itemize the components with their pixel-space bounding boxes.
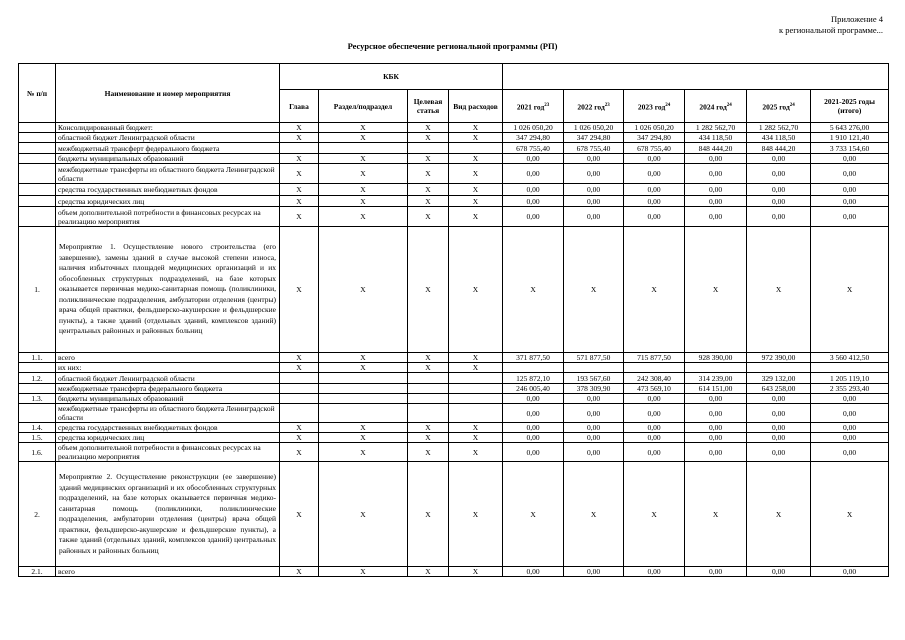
- kbk-glava: X: [280, 123, 319, 133]
- table-row: [19, 433, 889, 443]
- appendix-line-2: к региональной программе...: [778, 25, 883, 35]
- kbk-glava: X: [280, 227, 319, 353]
- value-2021: 0,00: [503, 154, 564, 164]
- kbk-glava: [280, 404, 319, 423]
- kbk-glava: [280, 143, 319, 154]
- header-years-group: [503, 64, 889, 90]
- kbk-target: X: [408, 196, 449, 207]
- kbk-vid: [449, 373, 503, 384]
- kbk-vid: X: [449, 443, 503, 462]
- kbk-glava: X: [280, 164, 319, 184]
- kbk-razdel: X: [319, 423, 408, 433]
- table-row: [19, 154, 889, 164]
- row-number: [19, 384, 56, 394]
- value-2021: 0,00: [503, 394, 564, 404]
- header-glava: Глава: [280, 90, 319, 123]
- kbk-vid: X: [449, 133, 503, 143]
- kbk-razdel: [319, 143, 408, 154]
- value-2023: 0,00: [624, 154, 685, 164]
- row-number: [19, 207, 56, 227]
- kbk-razdel: X: [319, 433, 408, 443]
- row-name: межбюджетные трансферты из областного бюджета Ленинградской области: [56, 164, 280, 184]
- kbk-glava: X: [280, 196, 319, 207]
- row-name: Мероприятие 2. Осуществление реконструкции (ее завершение) зданий медицинских организаций и их обособленных структурных подразделений, на базе которых оказывается первичная медико-санитарная помощь (поликлиники, поликлинические подразделения, амбулатории отделения (центры) врача общей практики, фельдшерско-акушерские и фельдшерские пункты), а также зданий (отдельных зданий, комплексов зданий) центральных районных и районных больниц: [56, 462, 280, 567]
- kbk-razdel: X: [319, 196, 408, 207]
- value-total: 3 560 412,50: [811, 353, 889, 363]
- kbk-target: X: [408, 207, 449, 227]
- value-2025: 0,00: [747, 207, 811, 227]
- value-2024: 0,00: [685, 154, 747, 164]
- value-2023: 0,00: [624, 207, 685, 227]
- row-number: [19, 123, 56, 133]
- resource-table: [18, 63, 889, 577]
- kbk-target: X: [408, 184, 449, 196]
- row-number: 2.1.: [19, 567, 56, 577]
- value-2024: 1 282 562,70: [685, 123, 747, 133]
- value-2022: 347 294,80: [564, 133, 624, 143]
- value-2024: 928 390,00: [685, 353, 747, 363]
- value-2023: 0,00: [624, 184, 685, 196]
- kbk-target: X: [408, 164, 449, 184]
- value-2023: 0,00: [624, 394, 685, 404]
- value-2025: 0,00: [747, 196, 811, 207]
- value-total: 0,00: [811, 433, 889, 443]
- kbk-vid: X: [449, 196, 503, 207]
- kbk-razdel: X: [319, 227, 408, 353]
- value-total: 0,00: [811, 567, 889, 577]
- value-2023: 1 026 050,20: [624, 123, 685, 133]
- row-name: всего: [56, 567, 280, 577]
- kbk-target: X: [408, 353, 449, 363]
- kbk-target: [408, 384, 449, 394]
- kbk-vid: X: [449, 123, 503, 133]
- value-2024: X: [685, 462, 747, 567]
- kbk-vid: X: [449, 433, 503, 443]
- value-2025: X: [747, 227, 811, 353]
- row-number: [19, 196, 56, 207]
- value-2023: 0,00: [624, 443, 685, 462]
- header-target: Целевая статья: [408, 90, 449, 123]
- row-name: средства государственных внебюджетных фондов: [56, 423, 280, 433]
- value-2024: 0,00: [685, 404, 747, 423]
- value-total: 0,00: [811, 394, 889, 404]
- value-2021: 246 005,40: [503, 384, 564, 394]
- value-2023: X: [624, 462, 685, 567]
- kbk-target: X: [408, 462, 449, 567]
- row-number: [19, 363, 56, 373]
- value-2022: 1 026 050,20: [564, 123, 624, 133]
- value-2022: 0,00: [564, 394, 624, 404]
- value-total: 3 733 154,60: [811, 143, 889, 154]
- value-2021: 0,00: [503, 423, 564, 433]
- kbk-razdel: X: [319, 154, 408, 164]
- value-2024: 0,00: [685, 423, 747, 433]
- kbk-vid: X: [449, 353, 503, 363]
- row-number: 2.: [19, 462, 56, 567]
- value-2024: 0,00: [685, 164, 747, 184]
- value-total: X: [811, 227, 889, 353]
- kbk-target: [408, 394, 449, 404]
- kbk-target: X: [408, 567, 449, 577]
- row-number: 1.: [19, 227, 56, 353]
- value-2022: 193 567,60: [564, 373, 624, 384]
- value-total: 1 910 121,40: [811, 133, 889, 143]
- value-2025: 434 118,50: [747, 133, 811, 143]
- value-2024: [685, 363, 747, 373]
- value-2024: 0,00: [685, 196, 747, 207]
- value-2022: 0,00: [564, 196, 624, 207]
- table-row: [19, 394, 889, 404]
- kbk-glava: X: [280, 154, 319, 164]
- value-total: 0,00: [811, 184, 889, 196]
- kbk-glava: X: [280, 133, 319, 143]
- row-name: бюджеты муниципальных образований: [56, 154, 280, 164]
- value-2025: [747, 363, 811, 373]
- table-row: [19, 133, 889, 143]
- value-2021: 678 755,40: [503, 143, 564, 154]
- value-2023: 0,00: [624, 423, 685, 433]
- value-total: 1 205 119,10: [811, 373, 889, 384]
- value-2021: 0,00: [503, 433, 564, 443]
- value-2022: 0,00: [564, 184, 624, 196]
- kbk-razdel: X: [319, 443, 408, 462]
- value-total: 0,00: [811, 423, 889, 433]
- value-2022: 0,00: [564, 433, 624, 443]
- table-row: [19, 404, 889, 423]
- value-2025: X: [747, 462, 811, 567]
- value-2024: 0,00: [685, 184, 747, 196]
- value-2021: 0,00: [503, 164, 564, 184]
- row-name: средства юридических лиц: [56, 196, 280, 207]
- value-total: 0,00: [811, 404, 889, 423]
- value-2024: 314 239,00: [685, 373, 747, 384]
- row-name: бюджеты муниципальных образований: [56, 394, 280, 404]
- row-number: 1.5.: [19, 433, 56, 443]
- kbk-glava: [280, 394, 319, 404]
- row-number: [19, 184, 56, 196]
- kbk-vid: X: [449, 207, 503, 227]
- value-2022: X: [564, 462, 624, 567]
- value-2022: [564, 363, 624, 373]
- value-2024: X: [685, 227, 747, 353]
- value-2021: 125 872,10: [503, 373, 564, 384]
- value-2023: 0,00: [624, 164, 685, 184]
- value-2023: 0,00: [624, 567, 685, 577]
- header-2024: 2024 год$^{24}$: [685, 90, 747, 123]
- kbk-glava: X: [280, 423, 319, 433]
- kbk-target: X: [408, 227, 449, 353]
- value-2021: X: [503, 227, 564, 353]
- value-2021: X: [503, 462, 564, 567]
- value-total: 2 355 293,40: [811, 384, 889, 394]
- kbk-razdel: [319, 404, 408, 423]
- value-2021: 0,00: [503, 207, 564, 227]
- kbk-razdel: [319, 384, 408, 394]
- kbk-glava: X: [280, 462, 319, 567]
- page-title: Ресурсное обеспечение региональной программы (РП): [347, 41, 558, 51]
- row-name: объем дополнительной потребности в финансовых ресурсах на реализацию мероприятия: [56, 207, 280, 227]
- kbk-target: X: [408, 443, 449, 462]
- value-2023: X: [624, 227, 685, 353]
- row-name: Мероприятие 1. Осуществление нового строительства (его завершение), замены зданий в случае высокой степени износа, наличия избыточных площадей медицинских организаций и их обособленных структурных подразделений, на базе которых оказывается первичная медико-санитарная помощь (поликлиники, поликлинические подразделения, амбулатории отделения (центры) врача общей практики, фельдшерско-акушерские и фельдшерские пункты), а также зданий (отдельных зданий, комплексов зданий) центральных районных и районных больниц: [56, 227, 280, 353]
- value-2024: 0,00: [685, 443, 747, 462]
- value-2021: 347 294,80: [503, 133, 564, 143]
- kbk-target: X: [408, 133, 449, 143]
- row-number: [19, 164, 56, 184]
- kbk-glava: [280, 384, 319, 394]
- kbk-razdel: X: [319, 462, 408, 567]
- kbk-target: X: [408, 423, 449, 433]
- table-row: [19, 143, 889, 154]
- value-2021: 0,00: [503, 404, 564, 423]
- kbk-vid: X: [449, 184, 503, 196]
- kbk-glava: X: [280, 443, 319, 462]
- value-2022: 0,00: [564, 404, 624, 423]
- value-2023: 242 308,40: [624, 373, 685, 384]
- value-2025: 1 282 562,70: [747, 123, 811, 133]
- value-2022: X: [564, 227, 624, 353]
- kbk-glava: X: [280, 207, 319, 227]
- value-total: X: [811, 462, 889, 567]
- value-2023: 715 877,50: [624, 353, 685, 363]
- header-num: № п/п: [19, 64, 56, 123]
- value-2025: 0,00: [747, 394, 811, 404]
- value-2023: 0,00: [624, 196, 685, 207]
- value-2022: 678 755,40: [564, 143, 624, 154]
- kbk-target: X: [408, 123, 449, 133]
- kbk-target: [408, 373, 449, 384]
- table-row: [19, 353, 889, 363]
- header-2022: 2022 год$^{23}$: [564, 90, 624, 123]
- value-2021: 371 877,50: [503, 353, 564, 363]
- value-total: 5 643 276,00: [811, 123, 889, 133]
- kbk-target: [408, 404, 449, 423]
- kbk-target: X: [408, 363, 449, 373]
- kbk-target: X: [408, 433, 449, 443]
- kbk-vid: X: [449, 227, 503, 353]
- table-row: [19, 164, 889, 184]
- table-row: [19, 184, 889, 196]
- value-total: 0,00: [811, 443, 889, 462]
- row-number: 1.2.: [19, 373, 56, 384]
- kbk-razdel: X: [319, 353, 408, 363]
- row-name: межбюджетные трансферта федерального бюджета: [56, 384, 280, 394]
- value-2025: 0,00: [747, 443, 811, 462]
- value-2025: 0,00: [747, 164, 811, 184]
- value-total: [811, 363, 889, 373]
- value-2021: 0,00: [503, 443, 564, 462]
- value-2025: 0,00: [747, 433, 811, 443]
- kbk-vid: [449, 404, 503, 423]
- value-total: 0,00: [811, 196, 889, 207]
- header-vid: Вид расходов: [449, 90, 503, 123]
- table-row: [19, 462, 889, 567]
- value-2025: 848 444,20: [747, 143, 811, 154]
- value-2022: 0,00: [564, 154, 624, 164]
- row-number: 1.4.: [19, 423, 56, 433]
- row-number: 1.6.: [19, 443, 56, 462]
- kbk-vid: X: [449, 164, 503, 184]
- value-2023: 473 569,10: [624, 384, 685, 394]
- kbk-razdel: X: [319, 567, 408, 577]
- row-number: [19, 404, 56, 423]
- value-2025: 643 258,00: [747, 384, 811, 394]
- table-row: [19, 567, 889, 577]
- value-2022: 0,00: [564, 164, 624, 184]
- table-row: [19, 227, 889, 353]
- kbk-vid: [449, 394, 503, 404]
- value-2024: 848 444,20: [685, 143, 747, 154]
- table-row: [19, 123, 889, 133]
- value-2021: 0,00: [503, 196, 564, 207]
- value-2022: 0,00: [564, 423, 624, 433]
- kbk-glava: X: [280, 433, 319, 443]
- value-2022: 571 877,50: [564, 353, 624, 363]
- kbk-vid: [449, 384, 503, 394]
- kbk-razdel: X: [319, 207, 408, 227]
- value-2023: 0,00: [624, 404, 685, 423]
- header-2021: 2021 год$^{23}$: [503, 90, 564, 123]
- value-2025: 329 132,00: [747, 373, 811, 384]
- value-2024: 0,00: [685, 394, 747, 404]
- value-2024: 0,00: [685, 567, 747, 577]
- value-2023: [624, 363, 685, 373]
- row-number: [19, 154, 56, 164]
- kbk-razdel: X: [319, 123, 408, 133]
- row-number: 1.1.: [19, 353, 56, 363]
- kbk-vid: X: [449, 567, 503, 577]
- kbk-vid: X: [449, 462, 503, 567]
- value-2025: 0,00: [747, 154, 811, 164]
- row-name: средства юридических лиц: [56, 433, 280, 443]
- value-2025: 0,00: [747, 184, 811, 196]
- table-row: [19, 363, 889, 373]
- value-2025: 0,00: [747, 567, 811, 577]
- kbk-razdel: X: [319, 363, 408, 373]
- row-name: объем дополнительной потребности в финансовых ресурсах на реализацию мероприятия: [56, 443, 280, 462]
- kbk-glava: X: [280, 567, 319, 577]
- table-row: [19, 196, 889, 207]
- table-row: [19, 207, 889, 227]
- value-total: 0,00: [811, 154, 889, 164]
- table-row: [19, 373, 889, 384]
- kbk-razdel: [319, 394, 408, 404]
- row-name: их них:: [56, 363, 280, 373]
- value-2021: [503, 363, 564, 373]
- row-name: областной бюджет Ленинградской области: [56, 133, 280, 143]
- value-2022: 0,00: [564, 207, 624, 227]
- kbk-target: [408, 143, 449, 154]
- value-2024: 434 118,50: [685, 133, 747, 143]
- value-2024: 614 151,00: [685, 384, 747, 394]
- value-2025: 0,00: [747, 404, 811, 423]
- row-name: Консолидированный бюджет:: [56, 123, 280, 133]
- value-2021: 0,00: [503, 567, 564, 577]
- value-2024: 0,00: [685, 433, 747, 443]
- table-row: [19, 443, 889, 462]
- header-2025: 2025 год$^{24}$: [747, 90, 811, 123]
- value-total: 0,00: [811, 164, 889, 184]
- value-2023: 0,00: [624, 433, 685, 443]
- header-razdel: Раздел/подраздел: [319, 90, 408, 123]
- value-2025: 0,00: [747, 423, 811, 433]
- kbk-razdel: X: [319, 184, 408, 196]
- row-number: 1.3.: [19, 394, 56, 404]
- row-number: [19, 143, 56, 154]
- kbk-vid: [449, 143, 503, 154]
- value-2021: 0,00: [503, 184, 564, 196]
- header-2023: 2023 год$^{24}$: [624, 90, 685, 123]
- row-name: средства государственных внебюджетных фондов: [56, 184, 280, 196]
- row-name: областной бюджет Ленинградской области: [56, 373, 280, 384]
- row-name: всего: [56, 353, 280, 363]
- kbk-glava: [280, 373, 319, 384]
- value-2022: 0,00: [564, 567, 624, 577]
- value-2022: 0,00: [564, 443, 624, 462]
- value-2023: 347 294,80: [624, 133, 685, 143]
- kbk-razdel: X: [319, 133, 408, 143]
- kbk-vid: X: [449, 423, 503, 433]
- row-name: межбюджетные трансферты из областного бюджета Ленинградской области: [56, 404, 280, 423]
- kbk-razdel: X: [319, 164, 408, 184]
- kbk-razdel: [319, 373, 408, 384]
- kbk-vid: X: [449, 363, 503, 373]
- appendix-note: [779, 14, 883, 36]
- row-number: [19, 133, 56, 143]
- value-2025: 972 390,00: [747, 353, 811, 363]
- table-row: [19, 384, 889, 394]
- value-2022: 378 309,90: [564, 384, 624, 394]
- header-total: 2021-2025 годы (итого): [811, 90, 889, 123]
- row-name: межбюджетный трансферт федерального бюджета: [56, 143, 280, 154]
- header-kbk: КБК: [280, 64, 503, 90]
- kbk-glava: X: [280, 353, 319, 363]
- value-2024: 0,00: [685, 207, 747, 227]
- value-total: 0,00: [811, 207, 889, 227]
- appendix-line-1: Приложение 4: [831, 14, 883, 24]
- table-row: [19, 423, 889, 433]
- kbk-glava: X: [280, 184, 319, 196]
- kbk-target: X: [408, 154, 449, 164]
- kbk-vid: X: [449, 154, 503, 164]
- header-name: Наименование и номер мероприятия: [56, 64, 280, 123]
- value-2023: 678 755,40: [624, 143, 685, 154]
- value-2021: 1 026 050,20: [503, 123, 564, 133]
- kbk-glava: X: [280, 363, 319, 373]
